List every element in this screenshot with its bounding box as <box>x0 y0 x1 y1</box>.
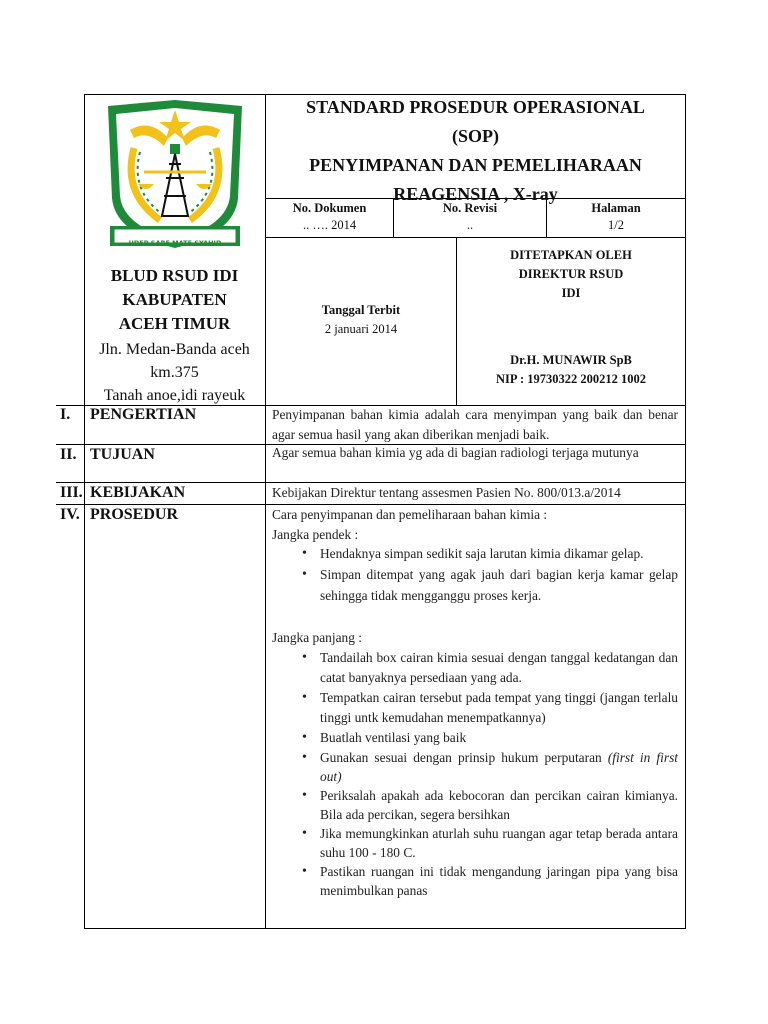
section-name-pengertian: PENGERTIAN <box>90 406 197 423</box>
ditetapkan-cell <box>457 246 685 389</box>
section-name-prosedur: PROSEDUR <box>90 506 179 523</box>
title-line3: PENYIMPANAN DAN PEMELIHARAAN <box>309 155 642 175</box>
organization-block <box>84 264 265 407</box>
jangka-pendek-label: Jangka pendek : <box>272 526 359 542</box>
list-item: • Simpan ditempat yang agak jauh dari bagian kerja kamar gelap sehingga tidak mengganggu proses kerja. <box>272 564 678 606</box>
jangka-panjang-list <box>272 648 678 900</box>
halaman-label: Halaman <box>591 201 641 215</box>
list-item: • Jika memungkinkan aturlah suhu ruangan agar tetap berada antara suhu 100 - 180 C. <box>272 824 678 862</box>
no-revisi-cell <box>394 201 546 233</box>
org-address-line2: km.375 <box>150 364 199 381</box>
title-line1: STANDARD PROSEDUR OPERASIONAL <box>306 97 645 117</box>
prosedur-intro: Cara penyimpanan dan pemeliharaan bahan kimia : <box>272 507 548 522</box>
logo-emblem <box>100 98 250 260</box>
list-item: • Tandailah box cairan kimia sesuai dengan tanggal kedatangan dan catat banyaknya persediaan yang ada. <box>272 648 678 688</box>
prosedur-content <box>272 505 678 900</box>
org-name-line1: BLUD RSUD IDI <box>110 266 239 285</box>
title-line4: REAGENSIA , X-ray <box>393 184 558 204</box>
list-item: • Hendaknya simpan sedikit saja larutan kimia dikamar gelap. <box>272 544 678 564</box>
halaman-value: 1/2 <box>608 218 624 232</box>
section-text-pengertian: Penyimpanan bahan kimia adalah cara menyimpan yang baik dan benar agar semua hasil yang akan diberikan menjadi baik. <box>272 407 678 442</box>
section-number-prosedur: IV. <box>60 506 80 523</box>
section-number-pengertian: I. <box>60 406 71 423</box>
ditetapkan-line1: DITETAPKAN OLEH <box>510 248 632 262</box>
section-number-kebijakan: III. <box>60 484 83 501</box>
org-address-line3: Tanah anoe,idi rayeuk <box>103 387 246 404</box>
org-name-line2: KABUPATEN <box>122 290 227 309</box>
halaman-cell <box>547 201 685 233</box>
no-revisi-value: .. <box>466 218 474 232</box>
tanggal-terbit-label: Tanggal Terbit <box>321 303 401 317</box>
jangka-pendek-list <box>272 544 678 606</box>
no-dokumen-cell <box>266 201 393 233</box>
no-revisi-label: No. Revisi <box>442 201 498 215</box>
list-item-italic: (first in first out) <box>320 749 678 784</box>
section-name-kebijakan: KEBIJAKAN <box>90 484 186 501</box>
logo-motto: UDEP SARE MATE SYAHID <box>128 239 222 247</box>
section-number-tujuan: II. <box>60 446 77 463</box>
director-nip: NIP : 19730322 200212 1002 <box>496 372 646 386</box>
no-dokumen-value: .. …. 2014 <box>302 218 357 232</box>
org-name-line3: ACEH TIMUR <box>118 314 231 333</box>
title-line2: (SOP) <box>452 126 499 146</box>
org-address-line1: Jln. Medan-Banda aceh <box>99 341 250 358</box>
list-item: • Pastikan ruangan ini tidak mengandung jaringan pipa yang bisa menimbulkan panas <box>272 862 678 900</box>
section-text-kebijakan: Kebijakan Direktur tentang assesmen Pasien No. 800/013.a/2014 <box>272 485 621 500</box>
jangka-panjang-label: Jangka panjang : <box>272 630 362 645</box>
director-name: Dr.H. MUNAWIR SpB <box>510 353 632 367</box>
section-name-tujuan: TUJUAN <box>90 446 155 463</box>
tanggal-terbit-cell <box>266 303 456 337</box>
section-text-tujuan: Agar semua bahan kimia yg ada di bagian radiologi terjaga mutunya <box>272 445 639 460</box>
list-item: • Buatlah ventilasi yang baik <box>272 728 678 748</box>
tanggal-terbit-value: 2 januari 2014 <box>324 322 398 336</box>
list-item: • Tempatkan cairan tersebut pada tempat yang tinggi (jangan terlalu tinggi untk kemudahan menempatkannya) <box>272 688 678 728</box>
ditetapkan-line3: IDI <box>561 286 581 300</box>
document-title <box>266 93 685 209</box>
list-item-text: Gunakan sesuai dengan prinsip hukum perputaran <box>320 749 608 765</box>
list-item: • Periksalah apakah ada kebocoran dan percikan cairan kimianya. Bila ada percikan, segera bersihkan <box>272 786 678 824</box>
list-item <box>272 748 678 786</box>
no-dokumen-label: No. Dokumen <box>292 201 367 215</box>
ditetapkan-line2: DIREKTUR RSUD <box>518 267 624 281</box>
